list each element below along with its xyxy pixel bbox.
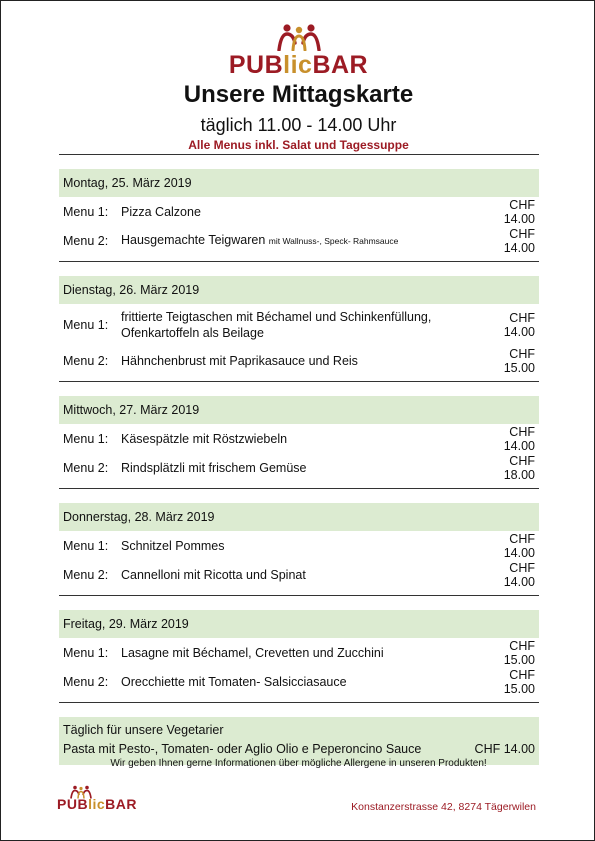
vegetarian-title: Täglich für unsere Vegetarier bbox=[63, 723, 224, 737]
menu-price: CHF 14.00 bbox=[503, 531, 535, 560]
menu-price: CHF 14.00 bbox=[503, 197, 535, 226]
menu-label: Menu 1: bbox=[63, 538, 109, 553]
menu-note: Alle Menus inkl. Salat und Tagessuppe bbox=[188, 138, 409, 152]
day-section-thursday bbox=[59, 503, 539, 596]
menu-price: CHF 14.00 bbox=[503, 226, 535, 255]
day-header: Montag, 25. März 2019 bbox=[59, 169, 539, 197]
menu-table bbox=[59, 154, 539, 765]
menu-dish: Schnitzel Pommes bbox=[121, 538, 225, 553]
menu-row bbox=[59, 560, 539, 589]
menu-label: Menu 2: bbox=[63, 674, 109, 689]
menu-row bbox=[59, 197, 539, 226]
allergen-note: Wir geben Ihnen gerne Informationen über mögliche Allergene in unseren Produkten! bbox=[110, 758, 487, 769]
brand-logo-footer: PUBlicBAR bbox=[57, 796, 137, 812]
day-section-wednesday bbox=[59, 396, 539, 489]
day-header: Dienstag, 26. März 2019 bbox=[59, 276, 539, 304]
menu-label: Menu 1: bbox=[63, 204, 109, 219]
menu-price: CHF 14.00 bbox=[503, 424, 535, 453]
menu-dish: Pizza Calzone bbox=[121, 204, 201, 219]
menu-row bbox=[59, 424, 539, 453]
menu-dish bbox=[121, 309, 477, 341]
menu-dish: Orecchiette mit Tomaten- Salsicciasauce bbox=[121, 674, 347, 689]
menu-row bbox=[59, 346, 539, 375]
day-section-friday bbox=[59, 610, 539, 703]
menu-row bbox=[59, 667, 539, 696]
menu-row bbox=[59, 304, 539, 346]
page-title: Unsere Mittagskarte bbox=[183, 81, 414, 108]
menu-dish: Rindsplätzli mit frischem Gemüse bbox=[121, 460, 307, 475]
vegetarian-price: CHF 14.00 bbox=[474, 742, 535, 756]
menu-label: Menu 2: bbox=[63, 233, 109, 248]
day-header: Mittwoch, 27. März 2019 bbox=[59, 396, 539, 424]
menu-price: CHF 14.00 bbox=[503, 311, 535, 339]
menu-dish: Lasagne mit Béchamel, Crevetten und Zucchini bbox=[121, 645, 384, 660]
menu-dish-line2: Ofenkartoffeln als Beilage bbox=[121, 326, 264, 340]
menu-label: Menu 1: bbox=[63, 645, 109, 660]
day-header: Freitag, 29. März 2019 bbox=[59, 610, 539, 638]
menu-dish: Hähnchenbrust mit Paprikasauce und Reis bbox=[121, 353, 358, 368]
menu-dish: Cannelloni mit Ricotta und Spinat bbox=[121, 567, 306, 582]
menu-price: CHF 15.00 bbox=[503, 667, 535, 696]
menu-row bbox=[59, 638, 539, 667]
menu-dish-main: Hausgemachte Teigwaren bbox=[121, 233, 269, 247]
menu-dish bbox=[121, 232, 477, 249]
day-header: Donnerstag, 28. März 2019 bbox=[59, 503, 539, 531]
menu-row bbox=[59, 226, 539, 255]
address: Konstanzerstrasse 42, 8274 Tägerwilen bbox=[351, 801, 536, 813]
menu-label: Menu 1: bbox=[63, 431, 109, 446]
menu-price: CHF 15.00 bbox=[503, 638, 535, 667]
vegetarian-dish: Pasta mit Pesto-, Tomaten- oder Aglio Olio e Peperoncino Sauce bbox=[63, 742, 422, 756]
day-section-monday bbox=[59, 169, 539, 262]
brand-logo-text: PUBlicBAR bbox=[228, 51, 369, 79]
menu-row bbox=[59, 531, 539, 560]
menu-dish-extra: mit Wallnuss-, Speck- Rahmsauce bbox=[268, 236, 399, 246]
vegetarian-row bbox=[63, 739, 535, 759]
menu-label: Menu 1: bbox=[63, 318, 109, 332]
menu-dish-line1: frittierte Teigtaschen mit Béchamel und Schinkenfüllung, bbox=[121, 310, 432, 324]
menu-label: Menu 2: bbox=[63, 353, 109, 368]
day-section-tuesday bbox=[59, 276, 539, 382]
menu-dish: Käsespätzle mit Röstzwiebeln bbox=[121, 431, 288, 446]
menu-label: Menu 2: bbox=[63, 567, 109, 582]
menu-price: CHF 14.00 bbox=[503, 560, 535, 589]
menu-price: CHF 15.00 bbox=[503, 346, 535, 375]
opening-hours: täglich 11.00 - 14.00 Uhr bbox=[200, 115, 397, 135]
menu-price: CHF 18.00 bbox=[503, 453, 535, 482]
menu-row bbox=[59, 453, 539, 482]
menu-label: Menu 2: bbox=[63, 460, 109, 475]
